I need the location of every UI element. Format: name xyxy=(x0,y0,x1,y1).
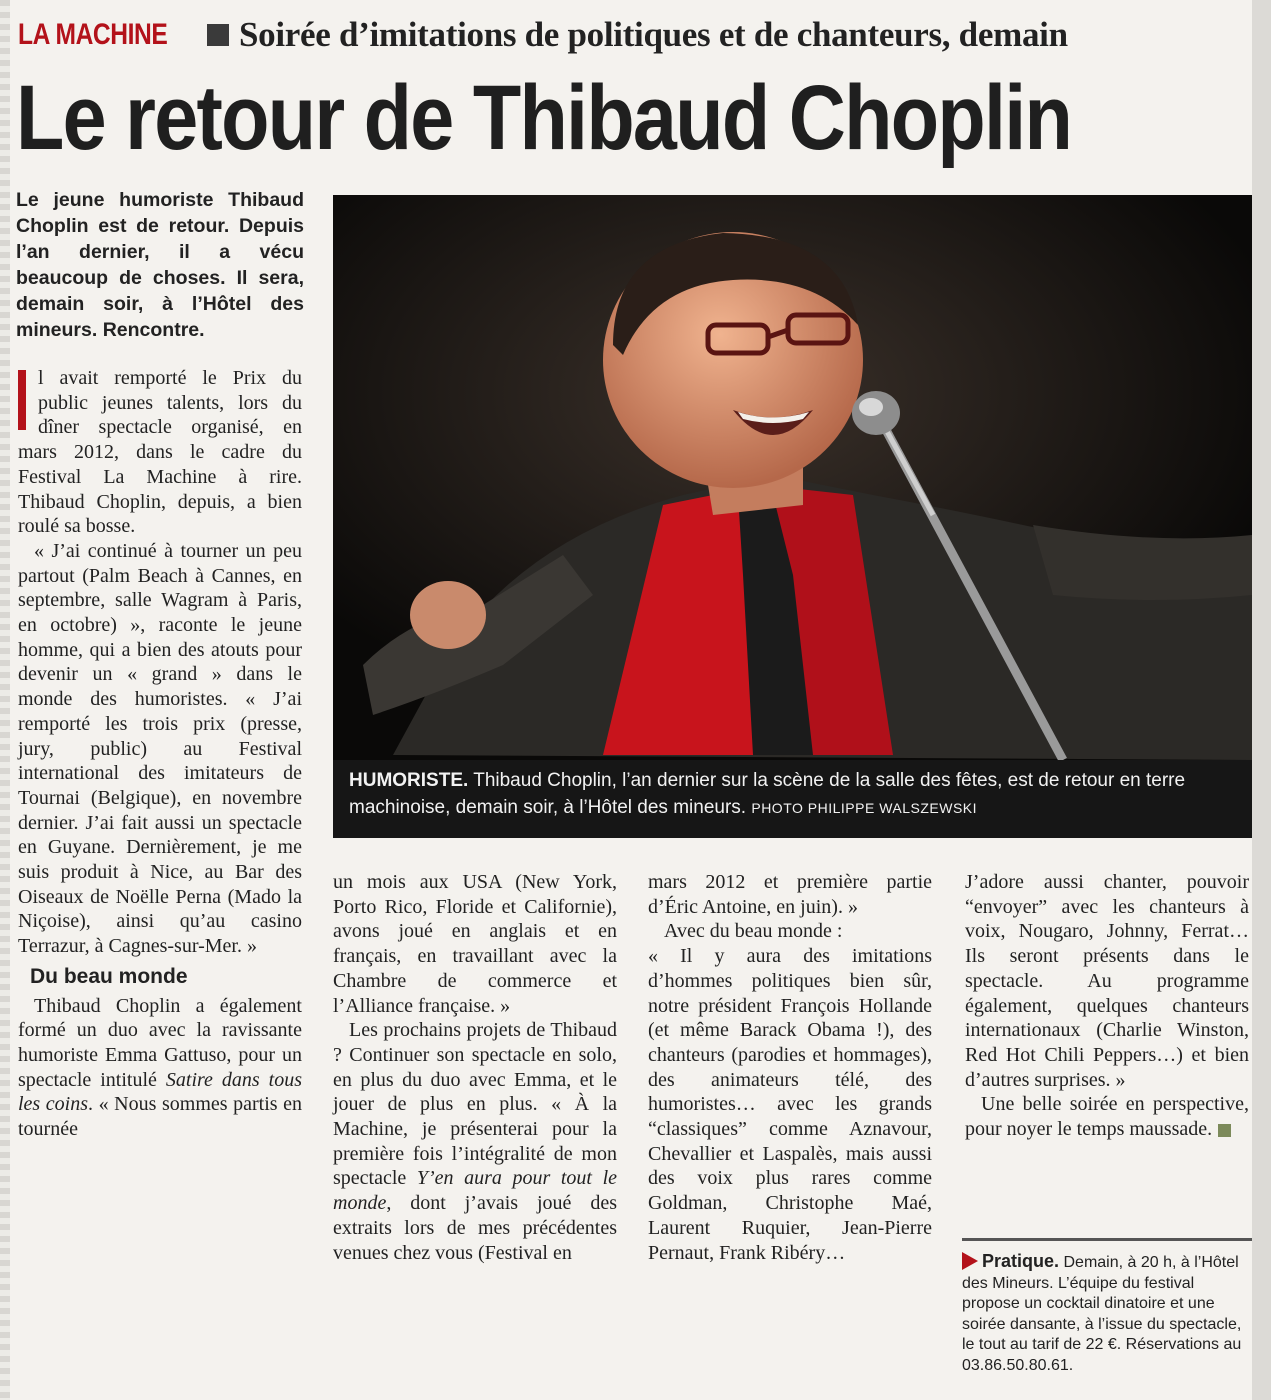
headline: Le retour de Thibaud Choplin xyxy=(16,67,1072,169)
article-paragraph xyxy=(18,366,302,539)
practical-text: Demain, à 20 h, à l’Hôtel des Mineurs. L’équipe du festival propose un cocktail dinatoire et une soirée dansante, à l’issue du spectacle, le tout au tarif de 22 €. Réservations au 03.86.50.80.61. xyxy=(962,1254,1242,1374)
dropcap-bar xyxy=(18,370,26,430)
article-paragraph xyxy=(965,1092,1249,1141)
page-edge-left xyxy=(0,0,10,1400)
article-column-4 xyxy=(965,870,1249,1142)
paragraph-text: Les prochains projets de Thibaud ? Continuer son spectacle en solo, en plus du duo avec Emma, et le jouer de plus en plus. « À la Machine, je présenterai pour la première fois l’intégralité de mon spectacle xyxy=(333,1019,617,1190)
photo-caption xyxy=(349,767,1239,822)
article-column-1 xyxy=(18,366,302,1142)
paragraph-text: l avait remporté le Prix du public jeunes talents, lors du dîner spectacle organisé, en mars 2012, dans le cadre du Festival La Machine à rire. Thibaud Choplin, depuis, a bien roulé sa bosse. xyxy=(18,367,302,538)
article-paragraph: J’adore aussi chanter, pouvoir “envoyer” avec les chanteurs à voix, Nougaro, Johnny, Ferrat… Ils seront présents dans le spectacle. Au programme également, quelques chanteurs internationaux (Charlie Winston, Red Hot Chili Peppers…) et bien d’autres surprises. » xyxy=(965,871,1249,1091)
page-edge-right xyxy=(1252,0,1271,1400)
article-paragraph xyxy=(18,994,302,1142)
practical-label: Pratique. xyxy=(982,1251,1060,1271)
article-column-3 xyxy=(648,870,932,1265)
arrow-right-icon xyxy=(962,1252,978,1270)
kicker-square-icon xyxy=(207,24,229,46)
paragraph-text: , dont j’avais joué des extraits lors de mes précédentes venues chez vous (Festival en xyxy=(333,1192,617,1264)
caption-text: Thibaud Choplin, l’an dernier sur la scène de la salle des fêtes, est de retour en terre machinoise, demain soir, à l’Hôtel des mineurs. xyxy=(349,770,1186,818)
show-title: Satire dans tous les coins xyxy=(18,1068,302,1116)
paragraph-text: . « Nous sommes partis en tournée xyxy=(18,1093,302,1141)
caption-label: HUMORISTE. xyxy=(349,770,469,791)
kicker-text: Soirée d’imitations de politiques et de chanteurs, demain xyxy=(239,15,1068,54)
practical-info-box xyxy=(962,1238,1252,1376)
photo-credit: PHOTO PHILIPPE WALSZEWSKI xyxy=(751,800,978,816)
article-paragraph: « J’ai continué à tourner un peu partout (Palm Beach à Cannes, en septembre, salle Wagram à Paris, en octobre) », raconte le jeune homme, qui a bien des atouts pour devenir un « grand » dans le monde des humoristes. « J’ai remporté les trois prix (presse, jury, public) au Festival international des imitateurs de Tournai (Belgique), en novembre dernier. J’ai fait aussi un spectacle en Guyane. Dernièrement, je me suis produit à Nice, au Bar des Oiseaux de Noëlle Perna (Mado la Niçoise), ainsi qu’au casino Terrazur, à Cagnes-sur-Mer. » xyxy=(18,539,302,958)
article-paragraph: « Il y aura des imitations d’hommes politiques bien sûr, notre président François Hollande (et même Barack Obama !), des chanteurs (parodies et hommages), des animateurs télé, des humoristes… avec les grands “classiques” comme Aznavour, Chevallier et Laspalès, mais aussi des voix plus rares comme Goldman, Christophe Maé, Laurent Ruquier, Jean-Pierre Pernaut, Frank Ribéry… xyxy=(648,945,932,1264)
rubric-label: LA MACHINE xyxy=(18,18,168,51)
kicker xyxy=(18,14,1068,56)
performer-illustration xyxy=(333,195,1252,760)
lead-paragraph: Le jeune humoriste Thibaud Choplin est de retour. Depuis l’an dernier, il a vécu beaucoup de choses. Il sera, demain soir, à l’Hôtel des mineurs. Rencontre. xyxy=(16,189,304,341)
paragraph-text: Une belle soirée en perspective, pour noyer le temps maussade. xyxy=(965,1093,1249,1141)
end-of-article-icon xyxy=(1218,1124,1231,1137)
paragraph-text: Thibaud Choplin a également formé un duo avec la ravissante humoriste Emma Gattuso, pour un spectacle intitulé xyxy=(18,994,302,1091)
performer-photo xyxy=(333,195,1252,760)
subheading: Du beau monde xyxy=(30,964,188,988)
photo-block xyxy=(333,195,1252,838)
article-paragraph: un mois aux USA (New York, Porto Rico, Floride et Californie), avons joué en anglais et en français, en travaillant avec la Chambre de commerce et l’Alliance française. » xyxy=(333,871,617,1017)
article-paragraph: mars 2012 et première partie d’Éric Antoine, en juin). » xyxy=(648,871,932,918)
article-paragraph xyxy=(333,1018,617,1265)
show-title: Y’en aura pour tout le monde xyxy=(333,1167,617,1215)
article-column-2 xyxy=(333,870,617,1265)
article-paragraph: Avec du beau monde : xyxy=(664,920,843,943)
